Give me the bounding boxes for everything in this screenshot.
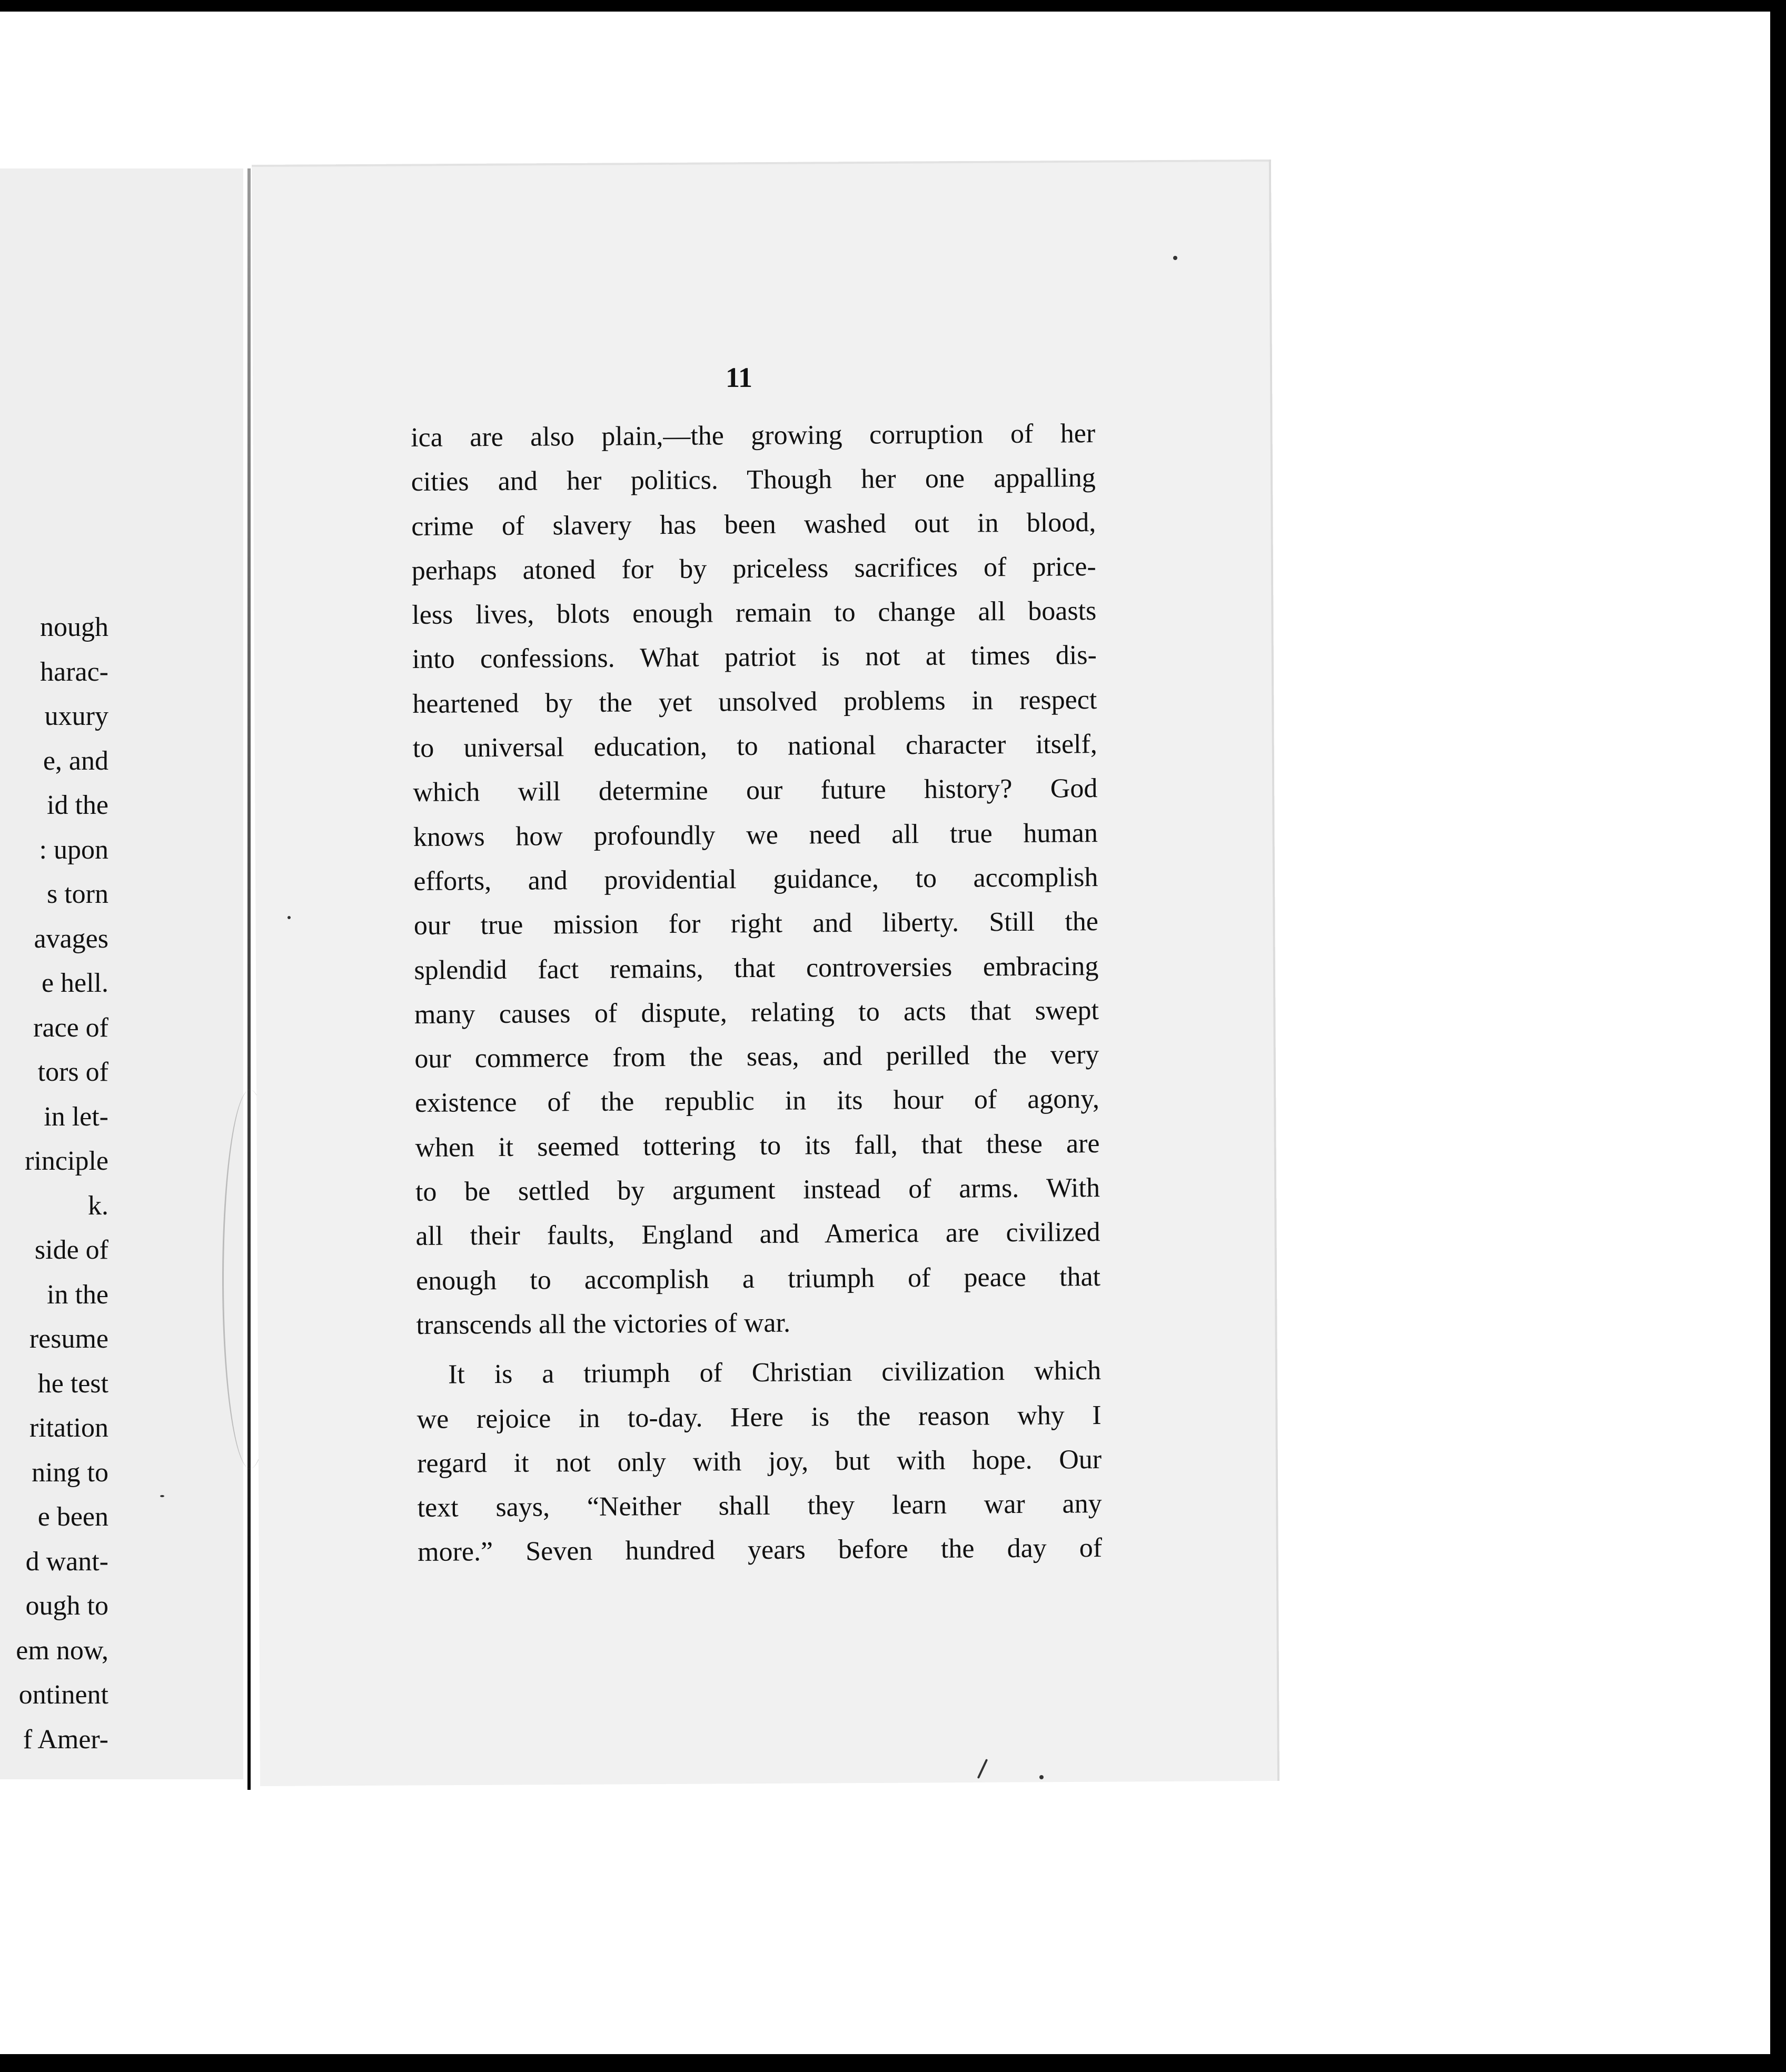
- text-line: enough to accomplish a triumph of peace that: [415, 1261, 1101, 1296]
- text-line: It is a triumph of Christian civilization which: [448, 1356, 1102, 1390]
- left-line: in the: [47, 1279, 108, 1310]
- scan-speck: [287, 916, 291, 919]
- left-line: resume: [29, 1324, 108, 1354]
- left-page-text: [0, 605, 108, 1762]
- left-line: : upon: [39, 834, 108, 865]
- left-line: he test: [37, 1368, 108, 1399]
- left-page: [0, 168, 243, 1779]
- left-line: tors of: [37, 1057, 108, 1087]
- text-line: many causes of dispute, relating to acts that swept: [414, 995, 1099, 1030]
- left-line: nough: [40, 612, 108, 642]
- left-line: race of: [33, 1012, 108, 1043]
- text-line: regard it not only with joy, but with hope. Our: [416, 1444, 1102, 1479]
- left-line: id the: [47, 790, 108, 820]
- left-line: ning to: [32, 1457, 108, 1488]
- left-line: harac-: [40, 656, 108, 687]
- scan-speck: [160, 1495, 164, 1497]
- left-line: e, and: [43, 745, 108, 776]
- text-line: cities and her politics. Though her one appalling: [411, 463, 1096, 497]
- left-line: e been: [37, 1502, 108, 1532]
- text-line: more.” Seven hundred years before the day of: [418, 1533, 1103, 1568]
- text-line: transcends all the victories of war.: [416, 1308, 791, 1340]
- left-line: s torn: [47, 879, 108, 909]
- left-line: side of: [34, 1235, 108, 1265]
- text-line: crime of slavery has been washed out in blood,: [411, 507, 1096, 542]
- scan-speck: [1039, 1775, 1044, 1779]
- text-line: which will determine our future history? God: [413, 773, 1098, 808]
- text-line: efforts, and providential guidance, to accomplish: [413, 862, 1098, 896]
- left-line: rinciple: [25, 1146, 108, 1176]
- text-line: when it seemed tottering to its fall, that these are: [415, 1128, 1100, 1163]
- left-line: em now,: [16, 1635, 108, 1666]
- text-line: into confessions. What patriot is not at times dis-: [412, 640, 1097, 675]
- left-line: ritation: [29, 1413, 108, 1443]
- left-line: d want-: [25, 1546, 108, 1577]
- left-line: uxury: [44, 701, 108, 731]
- gutter-line: [247, 168, 251, 1790]
- left-line: avages: [34, 923, 108, 954]
- left-line: ontinent: [18, 1680, 108, 1710]
- text-line: our commerce from the seas, and perilled the very: [414, 1040, 1099, 1074]
- left-line: f Amer-: [23, 1724, 108, 1755]
- text-line: to universal education, to national character itself,: [412, 729, 1098, 764]
- text-line: perhaps atoned for by priceless sacrifices of price-: [411, 551, 1096, 586]
- text-line: all their faults, England and America are civilized: [415, 1217, 1100, 1252]
- text-line: our true mission for right and liberty. Still the: [413, 906, 1099, 941]
- text-line: splendid fact remains, that controversies embracing: [414, 951, 1099, 985]
- left-line: e hell.: [41, 968, 108, 998]
- text-line: ica are also plain,—the growing corruption of her: [411, 419, 1096, 453]
- scan-border: [1770, 0, 1786, 2072]
- page-body: [411, 412, 1102, 1575]
- text-line: text says, “Neither shall they learn war any: [417, 1489, 1102, 1523]
- scan-speck: [1173, 256, 1177, 260]
- text-line: less lives, blots enough remain to change all boasts: [412, 596, 1097, 631]
- text-line: heartened by the yet unsolved problems in respect: [412, 684, 1097, 719]
- text-line: existence of the republic in its hour of agony,: [414, 1084, 1100, 1119]
- left-line: in let-: [44, 1101, 108, 1132]
- page-number: 11: [726, 362, 753, 393]
- text-line: knows how profoundly we need all true human: [413, 818, 1098, 852]
- text-line: to be settled by argument instead of arms. With: [415, 1173, 1100, 1208]
- left-line: k.: [88, 1190, 108, 1221]
- left-line: ough to: [25, 1591, 108, 1621]
- text-line: we rejoice in to-day. Here is the reason why I: [416, 1400, 1102, 1435]
